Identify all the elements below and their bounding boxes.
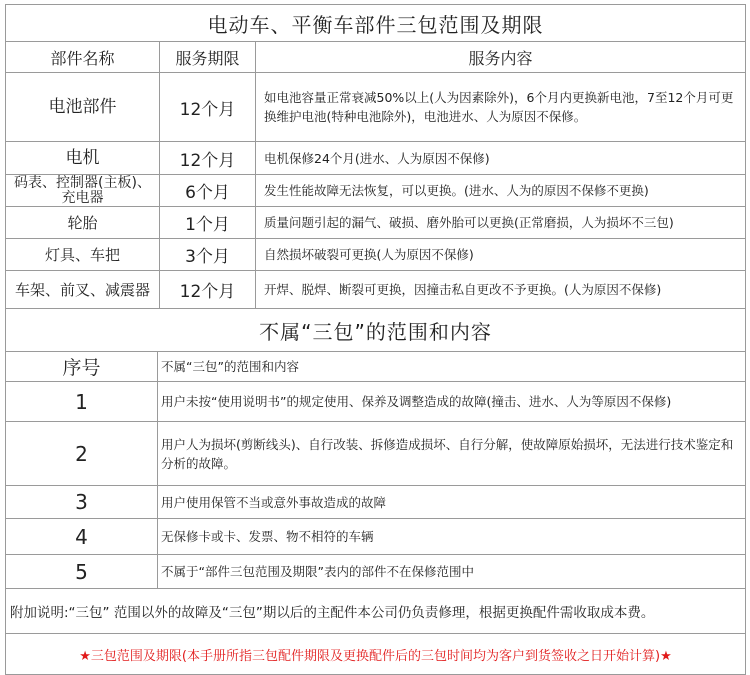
exclusions-table (5, 308, 746, 675)
part-name: 电机 (6, 142, 160, 175)
table-row (6, 422, 746, 486)
exclusions-header-row (6, 352, 746, 382)
part-content: 自然损坏破裂可更换(人为原因不保修) (256, 239, 746, 271)
table-row (6, 555, 746, 589)
part-content: 如电池容量正常衰减50%以上(人为因素除外)，6个月内更换新电池，7至12个月可更换维护电池(特种电池除外)，电池进水、人为原因不保修。 (256, 73, 746, 142)
table-row (6, 382, 746, 422)
part-name: 码表、控制器(主板)、充电器 (6, 175, 160, 207)
exclusion-number: 2 (6, 422, 158, 486)
table-row (6, 207, 746, 239)
part-period: 12个月 (160, 73, 256, 142)
table-row (6, 519, 746, 555)
table-row (6, 73, 746, 142)
warranty-document (5, 4, 745, 664)
table-row (6, 175, 746, 207)
header-part-name: 部件名称 (6, 42, 160, 73)
part-name: 轮胎 (6, 207, 160, 239)
exclusion-description: 不属于“部件三包范围及期限”表内的部件不在保修范围中 (158, 555, 746, 589)
exclusion-number: 4 (6, 519, 158, 555)
header-description: 不属“三包”的范围和内容 (158, 352, 746, 382)
exclusion-description: 用户未按“使用说明书”的规定使用、保养及调整造成的故障(撞击、进水、人为等原因不保修) (158, 382, 746, 422)
warranty-parts-table (5, 4, 746, 309)
exclusion-description: 用户使用保管不当或意外事故造成的故障 (158, 486, 746, 519)
part-period: 6个月 (160, 175, 256, 207)
table-header-row (6, 42, 746, 73)
exclusion-number: 5 (6, 555, 158, 589)
document-title: 电动车、平衡车部件三包范围及期限 (6, 5, 746, 42)
table-row (6, 142, 746, 175)
header-service-content: 服务内容 (256, 42, 746, 73)
part-name: 灯具、车把 (6, 239, 160, 271)
exclusion-number: 3 (6, 486, 158, 519)
part-name: 车架、前叉、减震器 (6, 271, 160, 309)
part-content: 质量问题引起的漏气、破损、磨外胎可以更换(正常磨损，人为损坏不三包) (256, 207, 746, 239)
part-period: 12个月 (160, 271, 256, 309)
exclusions-title: 不属“三包”的范围和内容 (6, 309, 746, 352)
part-content: 电机保修24个月(进水、人为原因不保修) (256, 142, 746, 175)
warranty-footer-note: ★三包范围及期限(本手册所指三包配件期限及更换配件后的三包时间均为客户到货签收之日开始计算)★ (6, 634, 746, 675)
part-name: 电池部件 (6, 73, 160, 142)
exclusion-description: 无保修卡或卡、发票、物不相符的车辆 (158, 519, 746, 555)
header-service-period: 服务期限 (160, 42, 256, 73)
part-content: 发生性能故障无法恢复，可以更换。(进水、人为的原因不保修不更换) (256, 175, 746, 207)
table-row (6, 271, 746, 309)
header-number: 序号 (6, 352, 158, 382)
part-period: 3个月 (160, 239, 256, 271)
part-period: 1个月 (160, 207, 256, 239)
exclusion-number: 1 (6, 382, 158, 422)
part-period: 12个月 (160, 142, 256, 175)
part-content: 开焊、脱焊、断裂可更换，因撞击私自更改不予更换。(人为原因不保修) (256, 271, 746, 309)
table-row (6, 239, 746, 271)
additional-note: 附加说明:“三包” 范围以外的故障及“三包”期以后的主配件本公司仍负责修理，根据更换配件需收取成本费。 (6, 589, 746, 634)
table-row (6, 486, 746, 519)
exclusion-description: 用户人为损坏(剪断线头)、自行改装、拆修造成损坏、自行分解，使故障原始损坏，无法进行技术鉴定和分析的故障。 (158, 422, 746, 486)
